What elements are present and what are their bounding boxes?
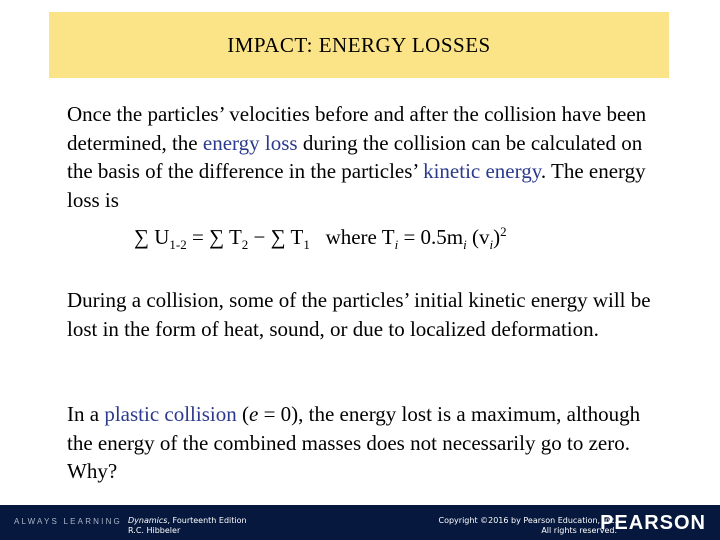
slide-title: IMPACT: ENERGY LOSSES bbox=[227, 32, 491, 57]
copyright-line: Copyright ©2016 by Pearson Education, Inc. bbox=[438, 516, 617, 525]
plastic-text-c: = 0), the energy lost is a maximum, although the energy of the combined masses does not necessarily go to zero. Why? bbox=[67, 402, 641, 483]
eq-equals: = bbox=[192, 225, 204, 249]
footer-copyright bbox=[438, 516, 617, 535]
pearson-logo: PEARSON bbox=[600, 512, 706, 534]
coefficient-e: e bbox=[248, 402, 259, 426]
eq-m-sub: i bbox=[463, 237, 467, 253]
eq-rhs: = 0.5m bbox=[403, 225, 464, 249]
sigma-symbol: ∑ bbox=[134, 225, 149, 249]
eq-i-sub: i bbox=[394, 237, 399, 253]
footer-book-info bbox=[128, 516, 247, 535]
eq-where: where T bbox=[325, 225, 395, 249]
energy-loss-equation bbox=[134, 224, 654, 253]
sigma-symbol-2: ∑ bbox=[209, 225, 225, 249]
intro-text-a: Once the particles’ velocities before and after the collision have been determined, the bbox=[67, 102, 647, 155]
eq-t2: T bbox=[228, 225, 242, 249]
eq-t1-sub: 1 bbox=[303, 237, 310, 253]
sigma-symbol-3: ∑ bbox=[270, 225, 286, 249]
footer-bar bbox=[0, 505, 720, 540]
paragraph-losses: During a collision, some of the particles’ initial kinetic energy will be lost in the form of heat, sound, or due to localized deformation. bbox=[67, 288, 651, 341]
term-plastic-collision: plastic collision bbox=[104, 402, 237, 426]
book-author: R.C. Hibbeler bbox=[128, 525, 181, 535]
eq-t1: T bbox=[290, 225, 304, 249]
eq-close: ) bbox=[493, 225, 501, 249]
paragraph-intro bbox=[67, 100, 667, 214]
paragraph-plastic bbox=[67, 400, 667, 486]
rights-line: All rights reserved. bbox=[541, 525, 617, 535]
term-kinetic-energy: kinetic energy bbox=[423, 159, 541, 183]
eq-power: 2 bbox=[500, 224, 507, 239]
eq-u: U bbox=[154, 225, 170, 249]
book-edition: , Fourteenth Edition bbox=[167, 516, 247, 525]
plastic-text-b: ( bbox=[236, 402, 249, 426]
book-title: Dynamics bbox=[128, 516, 168, 525]
eq-v-sub: i bbox=[489, 237, 494, 253]
plastic-text-a: In a bbox=[67, 402, 105, 426]
term-energy-loss: energy loss bbox=[202, 130, 298, 155]
footer-tagline: ALWAYS LEARNING bbox=[14, 517, 122, 526]
eq-v: (v bbox=[472, 225, 490, 249]
eq-u-sub: 1-2 bbox=[169, 237, 187, 253]
intro-text-b: during the collision can be calculated on the basis of the difference in the particles’ bbox=[67, 130, 643, 183]
intro-text-c: . The energy loss is bbox=[67, 159, 646, 212]
eq-minus: − bbox=[253, 225, 266, 249]
eq-t2-sub: 2 bbox=[241, 237, 249, 253]
title-banner bbox=[49, 12, 669, 78]
